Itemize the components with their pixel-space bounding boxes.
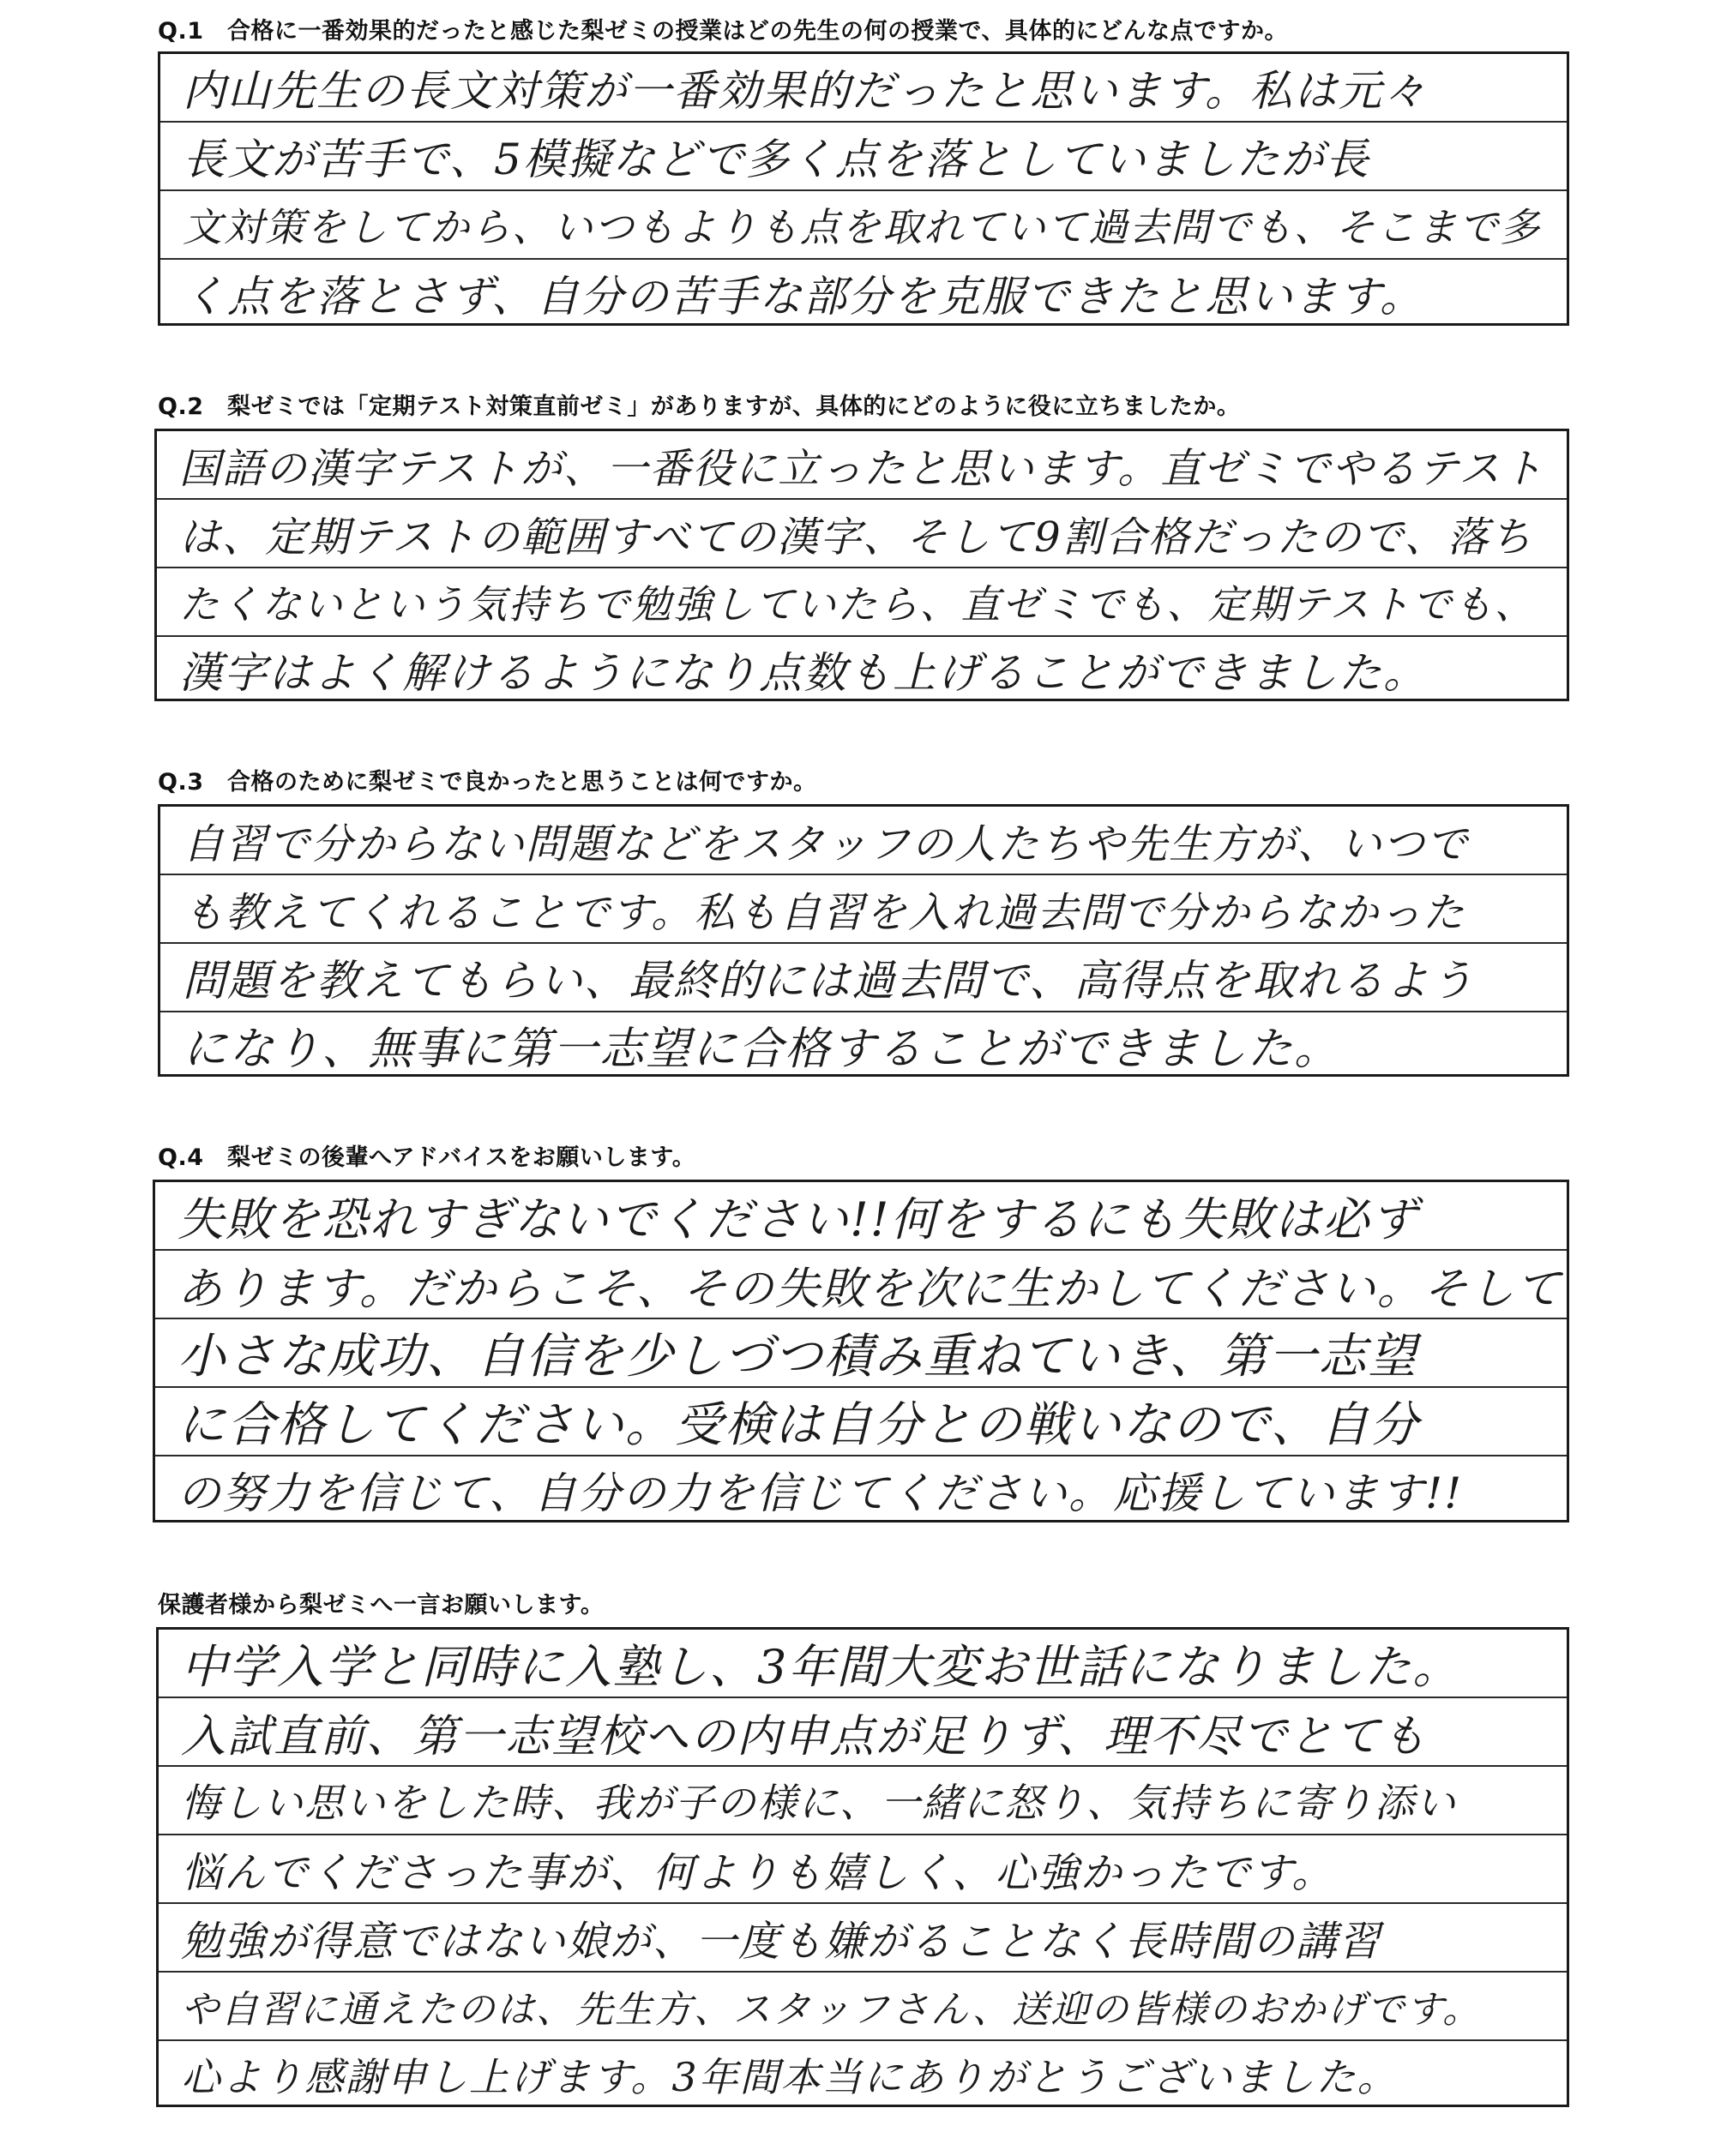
answer-3-line: になり、無事に第一志望に合格することができました。 [183, 1024, 1341, 1075]
answer-2-box [154, 429, 1569, 701]
answer-2-line: たくないという気持ちで勉強していたら、直ゼミでも、定期テストでも、 [157, 568, 1567, 637]
answer-1-line: 内山先生の長文対策が一番効果的だったと思います。私は元々 [160, 54, 1567, 123]
question-3-label: Q.3 合格のために梨ゼミで良かったと思うことは何ですか。 [158, 769, 817, 796]
answer-3-line: 問題を教えてもらい、最終的には過去問で、高得点を取れるよう [160, 944, 1567, 1012]
answer-4-line: 失敗を恐れすぎないでください!!何をするにも失敗は必ず [155, 1182, 1567, 1251]
question-4-label: Q.4 梨ゼミの後輩へアドバイスをお願いします。 [158, 1144, 696, 1171]
guardian-message-line: 勉強が得意ではない娘が、一度も嫌がることなく長時間の講習 [159, 1904, 1567, 1973]
answer-3-line: も教えてくれることです。私も自習を入れ過去問で分からなかった [160, 875, 1567, 944]
guardian-message-box [156, 1627, 1569, 2107]
answer-2-line: 国語の漢字テストが、一番役に立ったと思います。直ゼミでやるテスト [157, 431, 1567, 500]
answer-3-box [158, 804, 1569, 1077]
guardian-message-label: 保護者様から梨ゼミへ一言お願いします。 [158, 1592, 605, 1619]
guardian-message-line: 心より感謝申し上げます。3年間本当にありがとうございました。 [181, 2053, 1399, 2100]
guardian-message-line: 中学入学と同時に入塾し、3年間大変お世話になりました。 [159, 1630, 1567, 1698]
answer-1-line: 長文が苦手で、5模擬などで多く点を落としていましたが長 [160, 123, 1567, 191]
guardian-message-line: 入試直前、第一志望校への内申点が足りず、理不尽でとても [159, 1698, 1567, 1767]
guardian-message-line: 悔しい思いをした時、我が子の様に、一緒に怒り、気持ちに寄り添い [159, 1767, 1567, 1835]
answer-2-line: 漢字はよく解けるようになり点数も上げることができました。 [179, 647, 1428, 698]
answer-1-line: 文対策をしてから、いつもよりも点を取れていて過去問でも、そこまで多 [160, 191, 1567, 260]
question-2-label: Q.2 梨ゼミでは「定期テスト対策直前ゼミ」がありますが、具体的にどのように役に立ちましたか。 [158, 393, 1241, 420]
answer-1-line: く点を落とさず、自分の苦手な部分を克服できたと思います。 [183, 271, 1424, 321]
question-1-label: Q.1 合格に一番効果的だったと感じた梨ゼミの授業はどの先生の何の授業で、具体的にどんな点ですか。 [158, 18, 1288, 45]
answer-4-line: あります。だからこそ、その失敗を次に生かしてください。そして [155, 1251, 1567, 1319]
answer-4-line: の努力を信じて、自分の力を信じてください。応援しています!! [178, 1468, 1464, 1518]
answer-2-line: は、定期テストの範囲すべての漢字、そして9割合格だったので、落ち [157, 500, 1567, 568]
answer-3-line: 自習で分からない問題などをスタッフの人たちや先生方が、いつで [160, 807, 1567, 875]
answer-4-line: に合格してください。受検は自分との戦いなので、自分 [155, 1388, 1567, 1456]
answer-1-box [158, 51, 1569, 326]
answer-4-line: 小さな成功、自信を少しづつ積み重ねていき、第一志望 [155, 1319, 1567, 1388]
guardian-message-line: や自習に通えたのは、先生方、スタッフさん、送迎の皆様のおかげです。 [159, 1973, 1567, 2041]
answer-4-box [153, 1180, 1569, 1522]
guardian-message-line: 悩んでくださった事が、何よりも嬉しく、心強かったです。 [159, 1835, 1567, 1904]
